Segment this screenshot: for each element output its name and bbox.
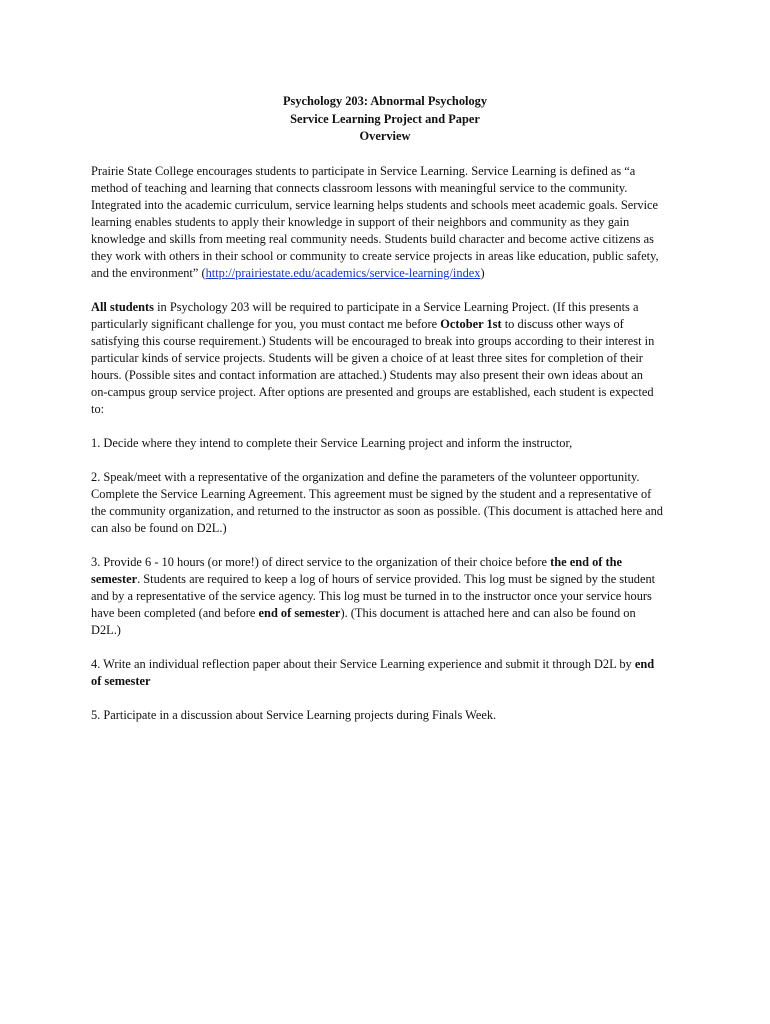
text-line: they work with others in their school or community to create service projects in areas like education, public safety, [91,249,659,263]
step-4 [91,656,686,690]
step-5 [91,707,686,724]
text-segment: and the environment” ( [91,266,206,280]
text-line: and by a representative of the service agency. This log must be turned in to the instructor once your service hours [91,589,652,603]
project-title: Service Learning Project and Paper [290,111,480,126]
bold-text: All students [91,300,154,314]
step-3 [91,554,686,639]
section-title: Overview [359,129,411,143]
text-line: 5. Participate in a discussion about Service Learning projects during Finals Week. [91,708,497,722]
bold-text: end of semester [258,606,341,620]
text-line: to: [91,402,105,416]
text-line [91,265,686,282]
text-line: learning enables students to apply their knowledge in support of their neighbors and community as they gain [91,215,630,229]
text-line: on-campus group service project. After options are presented and groups are established, each student is expected [91,385,654,399]
text-line: knowledge and skills from meeting real community needs. Students build character and become active citizens as [91,232,654,246]
document-header [0,93,770,146]
document-body [91,163,686,741]
course-title: Psychology 203: Abnormal Psychology [282,94,488,108]
bold-text: end [634,657,655,671]
text-segment: have been completed (and before [91,606,259,620]
text-line: the community organization, and returned to the instructor as soon as possible. (This document is attached here and [91,504,664,518]
text-line: 1. Decide where they intend to complete their Service Learning project and inform the instructor, [91,436,573,450]
deadline-text: October 1st [440,317,502,331]
step-1 [91,435,686,452]
text-line: D2L.) [91,623,121,637]
text-line: particular kinds of service projects. Students will be given a choice of at least three sites for completion of their [91,351,643,365]
bold-text: the end of the [550,555,623,569]
intro-paragraph [91,163,686,282]
bold-text: of semester [91,674,151,688]
text-line [91,571,686,588]
text-line [91,605,686,622]
bold-text: semester [91,572,138,586]
text-line: can also be found on D2L.) [91,521,227,535]
text-line: method of teaching and learning that connects classroom lessons with meaningful service to the community. [91,181,628,195]
text-line: Complete the Service Learning Agreement. This agreement must be signed by the student and a representative of [91,487,652,501]
text-line: hours. (Possible sites and contact information are attached.) Students may also present their own ideas about an [91,368,643,382]
text-segment: 4. Write an individual reflection paper about their Service Learning experience and submit it through D2L by [91,657,635,671]
text-line: satisfying this course requirement.) Students will be encouraged to break into groups according to their interest in [91,334,655,348]
text-line: Integrated into the academic curriculum, service learning helps students and schools meet academic goals. Service [91,198,659,212]
text-segment: to discuss other ways of [501,317,624,331]
text-segment: 3. Provide 6 - 10 hours (or more!) of direct service to the organization of their choice before [91,555,551,569]
requirement-paragraph [91,299,686,418]
text-segment: . Students are required to keep a log of hours of service provided. This log must be signed by the student [137,572,656,586]
text-line: Prairie State College encourages students to participate in Service Learning. Service Learning is defined as “a [91,164,636,178]
text-segment: ) [480,266,485,280]
text-segment: in Psychology 203 will be required to participate in a Service Learning Project. (If this presents a [154,300,639,314]
text-line [91,316,686,333]
text-segment: particularly significant challenge for you, you must contact me before [91,317,441,331]
step-2 [91,469,686,537]
text-line [91,299,686,316]
text-line [91,554,686,571]
text-line: 2. Speak/meet with a representative of the organization and define the parameters of the volunteer opportunity. [91,470,640,484]
text-line [91,673,686,690]
service-learning-link[interactable]: http://prairiestate.edu/academics/service-learning/index [205,266,481,280]
text-line [91,656,686,673]
text-segment: ). (This document is attached here and can also be found on [340,606,636,620]
